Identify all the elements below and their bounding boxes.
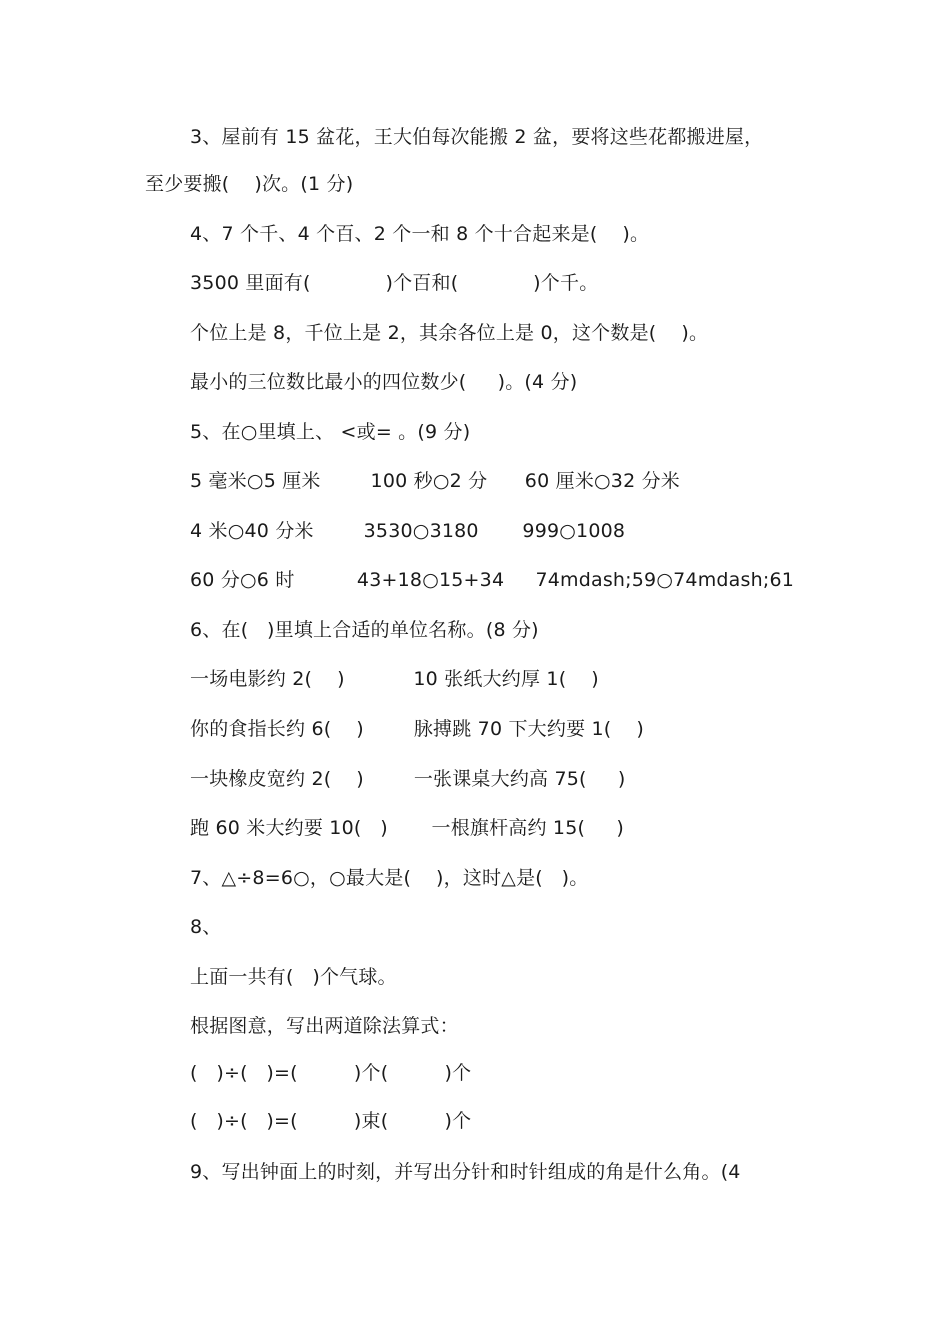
question-8-equation-2: ( )÷( )=( )束( )个 (190, 1110, 472, 1132)
question-4-line-4: 最小的三位数比最小的四位数少( )。(4 分) (190, 371, 578, 393)
question-3-line-2: 至少要搬( )次。(1 分) (145, 173, 354, 195)
question-6-row-1: 一场电影约 2( ) 10 张纸大约厚 1( ) (190, 668, 599, 690)
question-5-title: 5、在○里填上、 <或= 。(9 分) (190, 421, 471, 443)
question-4-line-1: 4、7 个千、4 个百、2 个一和 8 个十合起来是( )。 (190, 223, 650, 245)
question-4-line-2: 3500 里面有( )个百和( )个千。 (190, 272, 599, 294)
question-8-equation-1: ( )÷( )=( )个( )个 (190, 1062, 472, 1084)
question-5-row-1: 5 毫米○5 厘米 100 秒○2 分 60 厘米○32 分米 (190, 470, 681, 492)
question-8-line-1: 上面一共有( )个气球。 (190, 966, 397, 988)
question-6-row-2: 你的食指长约 6( ) 脉搏跳 70 下大约要 1( ) (190, 718, 644, 740)
question-9-line: 9、写出钟面上的时刻，并写出分针和时针组成的角是什么角。(4 (190, 1161, 741, 1183)
question-3-line-1: 3、屋前有 15 盆花，王大伯每次能搬 2 盆，要将这些花都搬进屋， (190, 126, 764, 148)
question-6-title: 6、在( )里填上合适的单位名称。(8 分) (190, 619, 539, 641)
question-6-row-4: 跑 60 米大约要 10( ) 一根旗杆高约 15( ) (190, 817, 624, 839)
question-8-line-2: 根据图意，写出两道除法算式： (190, 1015, 459, 1037)
question-5-row-2: 4 米○40 分米 3530○3180 999○1008 (190, 520, 626, 542)
question-8-title: 8、 (190, 916, 222, 938)
question-7-line: 7、△÷8=6○，○最大是( )，这时△是( )。 (190, 867, 589, 889)
question-5-row-3: 60 分○6 时 43+18○15+34 74mdash;59○74mdash;61 (190, 569, 795, 591)
question-4-line-3: 个位上是 8，千位上是 2，其余各位上是 0，这个数是( )。 (190, 322, 709, 344)
question-6-row-3: 一块橡皮宽约 2( ) 一张课桌大约高 75( ) (190, 768, 626, 790)
